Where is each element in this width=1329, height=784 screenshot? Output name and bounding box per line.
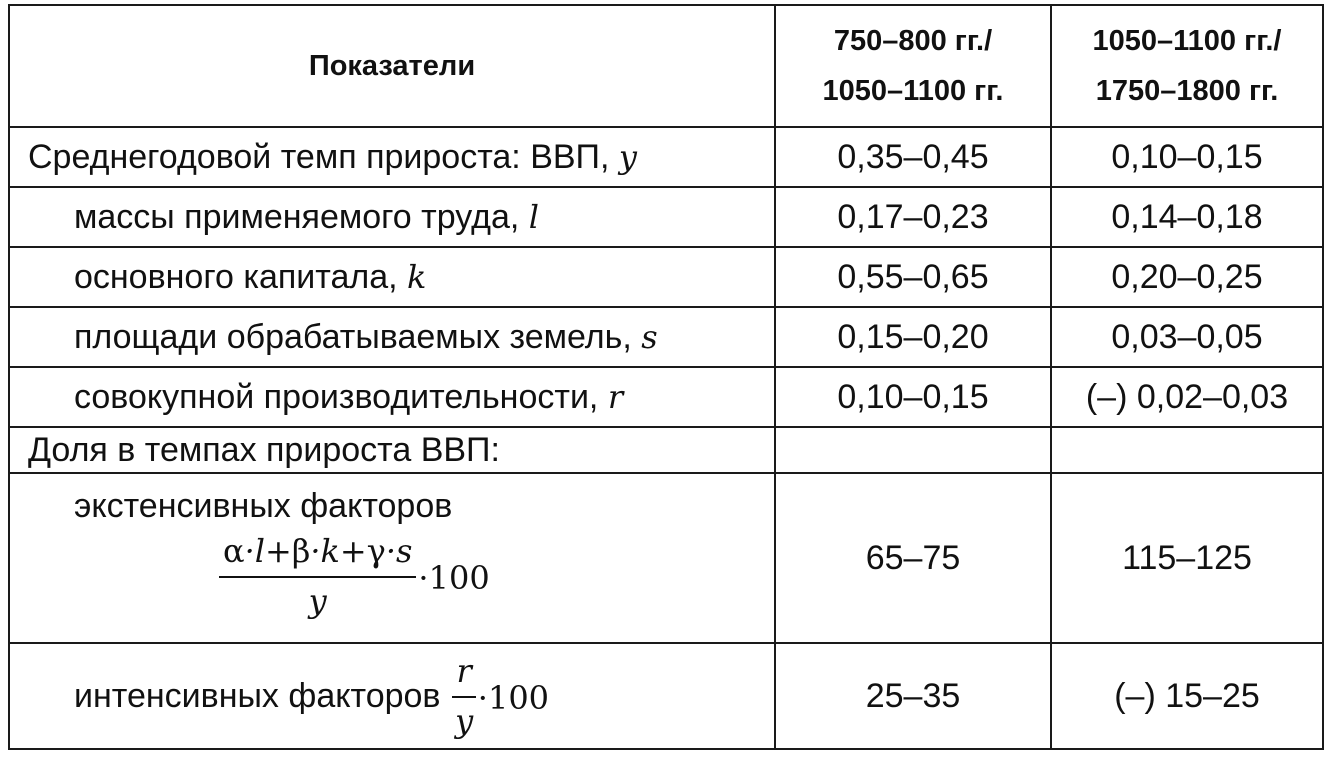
table-row — [9, 367, 1323, 427]
extensive-value-period-1: 65–75 — [775, 473, 1051, 643]
extensive-denominator: y — [308, 581, 327, 620]
row-label-text: массы применяемого труда, — [74, 197, 529, 236]
header-period-2-line1: 1050–1100 гг./ — [1092, 25, 1282, 57]
row-variable: r — [607, 377, 624, 416]
header-period-1-line1: 750–800 гг./ — [833, 25, 993, 57]
intensive-fraction — [452, 652, 475, 740]
row-label — [9, 127, 775, 187]
row-label-text: основного капитала, — [74, 257, 408, 296]
row-value-period-1: 0,10–0,15 — [775, 367, 1051, 427]
row-value-period-2: 0,03–0,05 — [1051, 307, 1323, 367]
row-label — [9, 307, 775, 367]
extensive-row — [9, 473, 1323, 643]
table-row — [9, 127, 1323, 187]
row-label-text: площади обрабатываемых земель, — [74, 317, 642, 356]
intensive-value-period-1: 25–35 — [775, 643, 1051, 749]
extensive-label-cell — [9, 473, 775, 643]
share-heading-row — [9, 427, 1323, 473]
intensive-multiplier: ·100 — [477, 679, 550, 717]
row-value-period-2: 0,20–0,25 — [1051, 247, 1323, 307]
header-period-1 — [775, 5, 1051, 127]
row-label-text: Среднегодовой темп прироста: ВВП, — [28, 137, 619, 176]
intensive-label-cell — [9, 643, 775, 749]
extensive-numerator: α·l+β·k+γ·s — [219, 532, 416, 578]
extensive-label: экстенсивных факторов — [74, 486, 453, 525]
row-label — [9, 187, 775, 247]
header-indicators-text: Показатели — [308, 50, 476, 82]
row-variable: s — [641, 317, 658, 356]
empty-cell — [775, 427, 1051, 473]
table-row — [9, 187, 1323, 247]
row-value-period-2: 0,14–0,18 — [1051, 187, 1323, 247]
table-row — [9, 247, 1323, 307]
header-period-1-line2: 1050–1100 гг. — [822, 75, 1004, 107]
intensive-numerator: r — [452, 652, 475, 698]
extensive-formula — [219, 532, 774, 620]
extensive-fraction — [219, 532, 416, 620]
row-variable: k — [407, 257, 427, 296]
intensive-formula — [452, 652, 549, 740]
empty-cell — [1051, 427, 1323, 473]
header-row — [9, 5, 1323, 127]
intensive-value-period-2: (–) 15–25 — [1051, 643, 1323, 749]
table-row — [9, 307, 1323, 367]
share-heading: Доля в темпах прироста ВВП: — [9, 427, 775, 473]
row-label — [9, 247, 775, 307]
row-label-text: совокупной производительности, — [74, 377, 608, 416]
header-period-2 — [1051, 5, 1323, 127]
extensive-multiplier: ·100 — [418, 558, 490, 597]
row-value-period-1: 0,35–0,45 — [775, 127, 1051, 187]
intensive-row — [9, 643, 1323, 749]
row-variable: y — [618, 137, 637, 176]
row-value-period-1: 0,15–0,20 — [775, 307, 1051, 367]
row-label — [9, 367, 775, 427]
row-value-period-1: 0,55–0,65 — [775, 247, 1051, 307]
row-value-period-2: (–) 0,02–0,03 — [1051, 367, 1323, 427]
header-indicators — [9, 5, 775, 127]
row-variable: l — [528, 197, 540, 236]
intensive-denominator: y — [455, 702, 474, 740]
indicators-table — [8, 4, 1324, 750]
extensive-value-period-2: 115–125 — [1051, 473, 1323, 643]
row-value-period-2: 0,10–0,15 — [1051, 127, 1323, 187]
row-value-period-1: 0,17–0,23 — [775, 187, 1051, 247]
intensive-label: интенсивных факторов — [74, 676, 441, 715]
header-period-2-line2: 1750–1800 гг. — [1095, 75, 1279, 107]
